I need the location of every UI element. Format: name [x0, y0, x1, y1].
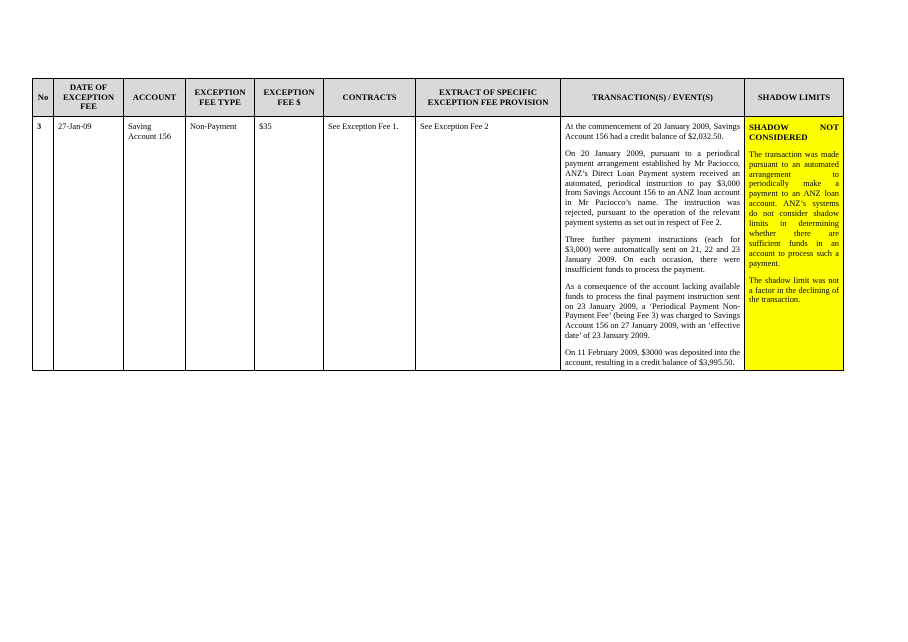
header-extract: EXTRACT OF SPECIFIC EXCEPTION FEE PROVISION: [416, 79, 561, 117]
event-paragraph: On 20 January 2009, pursuant to a periodical payment arrangement established by Mr Paciocco, ANZ’s Direct Loan Payment system received an automated, periodical instruction to pay $3,000 from Savings Account 156 to an ANZ loan account in Mr Paciocco’s name. The instruction was rejected, pursuant to the operation of the relevant payment systems as set out in respect of Fee 2.: [565, 148, 740, 228]
cell-account: Saving Account 156: [124, 117, 186, 371]
cell-events: [561, 117, 745, 371]
cell-fee-type: Non-Payment: [186, 117, 255, 371]
event-paragraph: At the commencement of 20 January 2009, Savings Account 156 had a credit balance of $2,032.50.: [565, 122, 740, 141]
event-paragraph: Three further payment instructions (each for $3,000) were automatically sent on 21, 22 and 23 January 2009. On each occasion, there were insufficient funds to process the payment.: [565, 235, 740, 274]
header-row: [33, 79, 844, 117]
header-fee-type: EXCEPTION FEE TYPE: [186, 79, 255, 117]
header-fee: EXCEPTION FEE $: [255, 79, 324, 117]
header-shadow-limits: SHADOW LIMITS: [745, 79, 844, 117]
cell-shadow-limits: [745, 117, 844, 371]
exception-fee-table: [32, 78, 844, 371]
cell-no: 3: [33, 117, 54, 371]
cell-fee: $35: [255, 117, 324, 371]
shadow-paragraph: The shadow limit was not a factor in the declining of the transaction.: [749, 275, 839, 305]
event-paragraph: As a consequence of the account lacking available funds to process the final payment instruction sent on 23 January 2009, a ‘Periodical Payment Non-Payment Fee’ (being Fee 3) was charged to Savings Account 156 on 27 January 2009, with an ‘effective date’ of 23 January 2009.: [565, 281, 740, 341]
shadow-heading: SHADOW NOT CONSIDERED: [749, 122, 839, 143]
header-contracts: CONTRACTS: [324, 79, 416, 117]
event-paragraph: On 11 February 2009, $3000 was deposited into the account, resulting in a credit balance of $3,995.50.: [565, 348, 740, 368]
header-date: DATE OF EXCEPTION FEE: [54, 79, 124, 117]
header-account: ACCOUNT: [124, 79, 186, 117]
cell-date: 27-Jan-09: [54, 117, 124, 371]
header-no: No: [33, 79, 54, 117]
cell-extract: See Exception Fee 2: [416, 117, 561, 371]
header-events: TRANSACTION(S) / EVENT(S): [561, 79, 745, 117]
shadow-paragraph: The transaction was made pursuant to an automated arrangement to periodically make a payment to an ANZ loan account. ANZ’s systems do not consider shadow limits in determining whether there are sufficient funds in an account to process such a payment.: [749, 149, 839, 268]
cell-contracts: See Exception Fee 1.: [324, 117, 416, 371]
table-row: [33, 117, 844, 371]
